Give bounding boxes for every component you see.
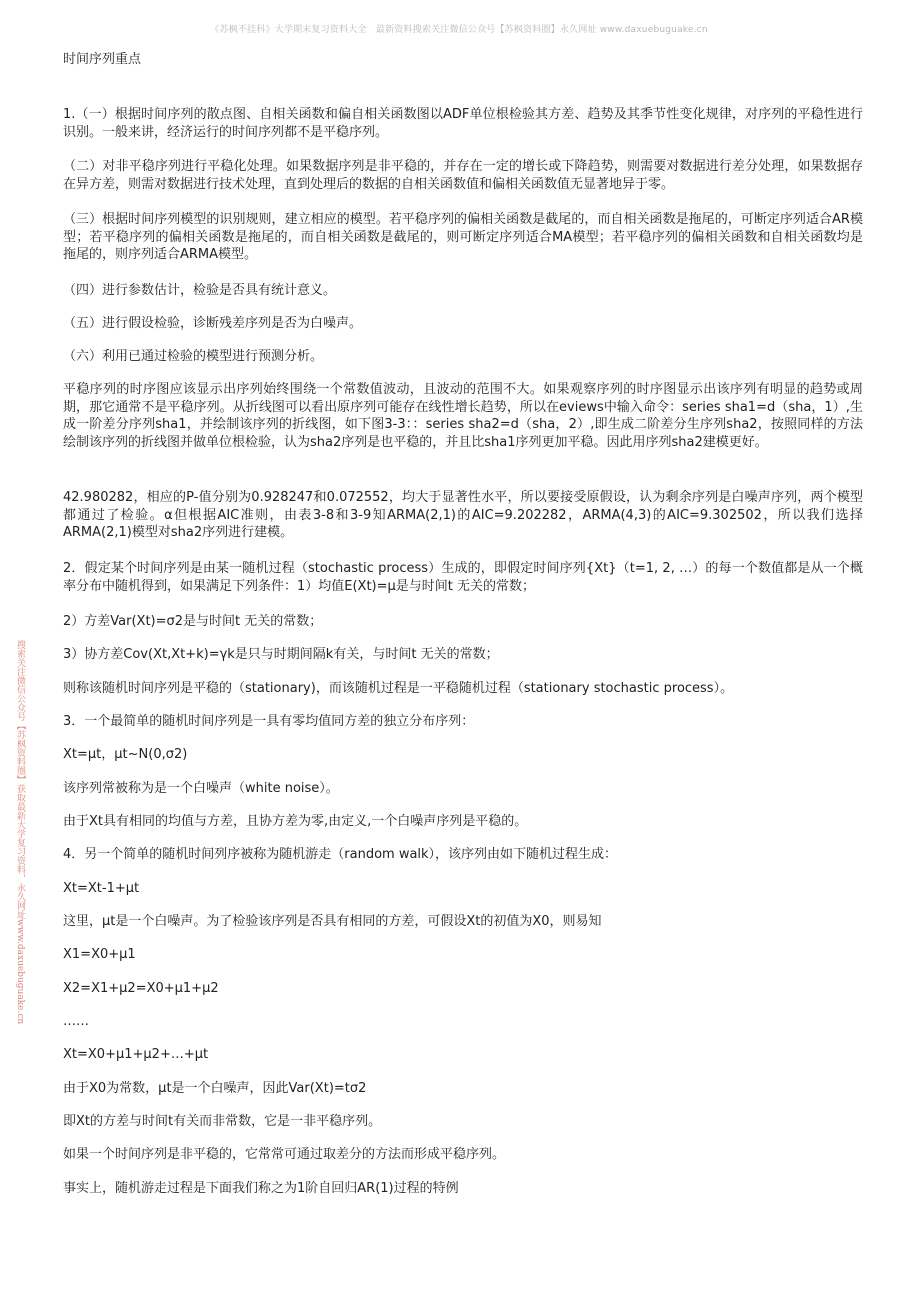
para-15 [63,780,863,797]
para-6 [63,348,863,365]
formula-line: Xt=μt，μt~N(0,σ2) [63,747,188,762]
para-16 [63,813,863,830]
paragraph: （四）进行参数估计，检验是否具有统计意义。 [63,283,337,298]
paragraph: 3．一个最简单的随机时间序列是一具有零均值同方差的独立分布序列： [63,714,475,729]
para-25 [63,1113,863,1130]
paragraph: 4．另一个简单的随机时间列序被称为随机游走（random walk），该序列由如下随机过程生成： [63,847,618,862]
para-17 [63,846,863,863]
document-title: 时间序列重点 [63,52,142,67]
side-watermark: 搜索关注微信公众号【苏枫资料圈】获取最新大学复习资料，永久网址www.daxuebuguake.cn [15,640,25,1025]
para-3 [63,211,863,264]
paragraph: 2．假定某个时间序列是由某一随机过程（stochastic process）生成的，即假定时间序列{Xt}（t=1, 2, …）的每一个数值都是从一个概率分布中随机得到，如果满足下列条件：1）均值E(Xt)=μ是与时间t 无关的常数； [63,561,863,594]
ellipsis-line: …… [63,1014,89,1029]
paragraph: （六）利用已通过检验的模型进行预测分析。 [63,349,324,364]
formula-line: X1=X0+μ1 [63,947,136,962]
para-10 [63,613,863,630]
paragraph: 2）方差Var(Xt)=σ2是与时间t 无关的常数； [63,614,323,629]
para-20 [63,946,863,963]
paragraph: 即Xt的方差与时间t有关而非常数，它是一非平稳序列。 [63,1114,382,1129]
paragraph: 3）协方差Cov(Xt,Xt+k)=γk是只与时期间隔k有关，与时间t 无关的常数； [63,647,499,662]
formula-line: Xt=X0+μ1+μ2+…+μt [63,1047,209,1062]
para-2 [63,158,863,193]
paragraph: 由于Xt具有相同的均值与方差，且协方差为零,由定义,一个白噪声序列是平稳的。 [63,814,528,829]
paragraph: （二）对非平稳序列进行平稳化处理。如果数据序列是非平稳的，并存在一定的增长或下降趋势，则需要对数据进行差分处理，如果数据存在异方差，则需对数据进行技术处理，直到处理后的数据的自相关函数值和偏相关函数值无显著地异于零。 [63,159,863,192]
paragraph: 这里，μt是一个白噪声。为了检验该序列是否具有相同的方差，可假设Xt的初值为X0，则易知 [63,914,602,929]
paragraph: （五）进行假设检验，诊断残差序列是否为白噪声。 [63,316,363,331]
page-header-watermark: 《苏枫不挂科》大学期末复习资料大全 最新资料搜索关注微信公众号【苏枫资料圈】永久网址 www.daxuebuguake.cn [210,25,708,35]
paragraph: 由于X0为常数，μt是一个白噪声，因此Var(Xt)=tσ2 [63,1081,367,1096]
paragraph: 42.980282，相应的P-值分别为0.928247和0.072552，均大于显著性水平，所以要接受原假设，认为剩余序列是白噪声序列，两个模型都通过了检验。α但根据AIC准则，由表3-8和3-9知ARMA(2,1)的AIC=9.202282，ARMA(4,3)的AIC=9.302502，所以我们选择ARMA(2,1)模型对sha2序列进行建模。 [63,490,863,540]
paragraph: 平稳序列的时序图应该显示出序列始终围绕一个常数值波动，且波动的范围不大。如果观察序列的时序图显示出该序列有明显的趋势或周期，那它通常不是平稳序列。从折线图可以看出原序列可能存在线性增长趋势，所以在eviews中输入命令：series sha1=d（sha，1）,生成一阶差分序列sha1，并绘制该序列的折线图，如下图3-3：：series sha2=d（sha，2）,即生成二阶差分生序列sha2，按照同样的方法绘制该序列的折线图并做单位根检验，认为sha2序列是也平稳的，并且比sha1序列更加平稳。因此用序列sha2建模更好。 [63,382,863,450]
para-21 [63,980,863,997]
para-9 [63,560,863,595]
para-27 [63,1180,863,1197]
para-7 [63,381,863,451]
paragraph: 该序列常被称为是一个白噪声（white noise）。 [63,781,339,796]
para-8 [63,489,863,542]
para-5 [63,315,863,332]
para-26 [63,1146,863,1163]
paragraph: 则称该随机时间序列是平稳的（stationary)，而该随机过程是一平稳随机过程（stationary stochastic process）。 [63,681,734,696]
para-11 [63,646,863,663]
para-1 [63,106,863,141]
paragraph: （三）根据时间序列模型的识别规则，建立相应的模型。若平稳序列的偏相关函数是截尾的，而自相关函数是拖尾的，可断定序列适合AR模型；若平稳序列的偏相关函数是拖尾的，而自相关函数是截尾的，则可断定序列适合MA模型；若平稳序列的偏相关函数和自相关函数均是拖尾的，则序列适合ARMA模型。 [63,212,863,262]
paragraph: 事实上，随机游走过程是下面我们称之为1阶自回归AR(1)过程的特例 [63,1181,459,1196]
para-13 [63,713,863,730]
para-24 [63,1080,863,1097]
para-23 [63,1046,863,1063]
para-14 [63,746,863,763]
formula-line: X2=X1+μ2=X0+μ1+μ2 [63,981,219,996]
paragraph: 1.（一）根据时间序列的散点图、自相关函数和偏自相关函数图以ADF单位根检验其方差、趋势及其季节性变化规律，对序列的平稳性进行识别。一般来讲，经济运行的时间序列都不是平稳序列。 [63,107,863,140]
para-19 [63,913,863,930]
para-4 [63,282,863,299]
paragraph: 如果一个时间序列是非平稳的，它常常可通过取差分的方法而形成平稳序列。 [63,1147,506,1162]
para-18 [63,880,863,897]
para-22 [63,1013,863,1030]
formula-line: Xt=Xt-1+μt [63,881,140,896]
para-12 [63,680,863,697]
